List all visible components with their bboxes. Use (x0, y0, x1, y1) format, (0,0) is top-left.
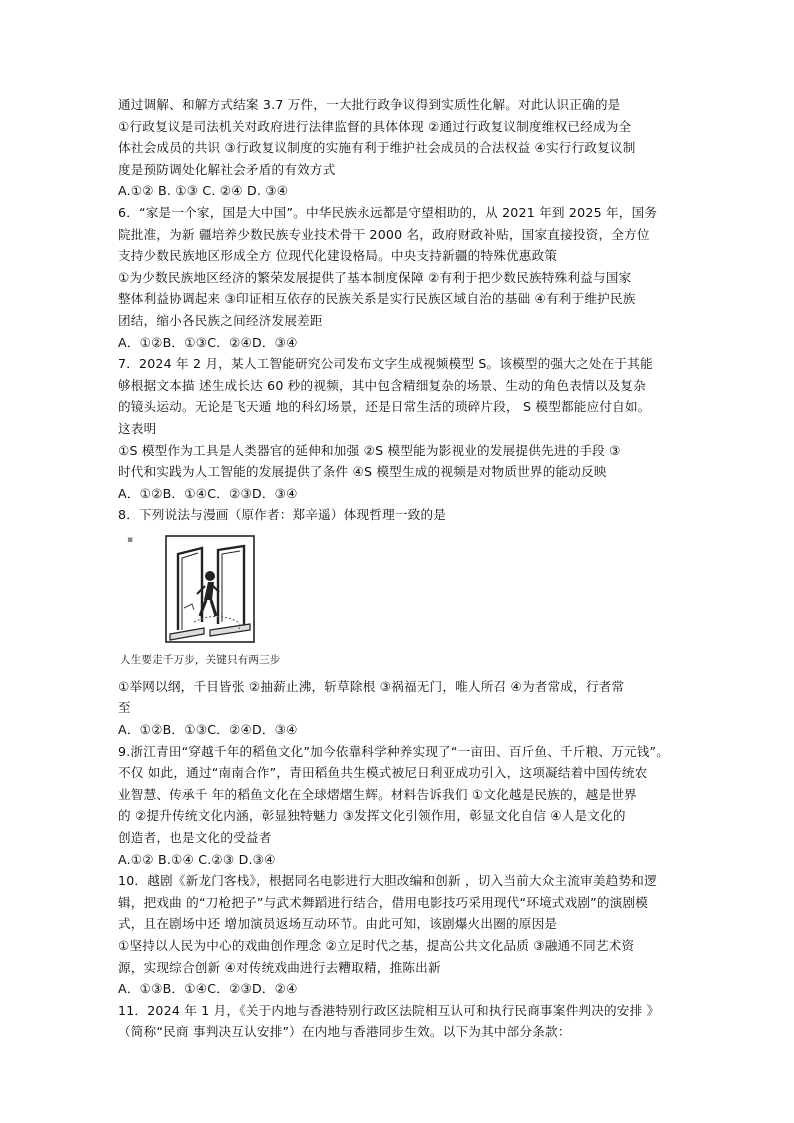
text-line: 度是预防调处化解社会矛盾的有效方式 (118, 161, 336, 177)
text-line: 10．越剧《新龙门客栈》，根据同名电影进行大胆改编和创新 ，切入当前大众主流审美趋势和逻 (118, 873, 657, 889)
text-line: 11．2024 年 1 月，《关于内地与香港特别行政区法院相互认可和执行民商事案件判决的安排 》 (118, 1002, 660, 1018)
text-line: 够根据文本描 述生成长达 60 秒的视频，其中包含精细复杂的场景、生动的角色表情以及复杂 (118, 377, 646, 393)
text-line: 源，实现综合创新 ④对传统戏曲进行去糟取精，推陈出新 (118, 959, 441, 975)
figure-marker: ▪ (127, 534, 134, 545)
text-line: 辑，把戏曲 的“刀枪把子”与武术舞蹈进行结合，借用电影技巧采用现代“环境式戏剧”的演剧模 (118, 894, 649, 910)
text-line: ①S 模型作为工具是人类器官的延伸和加强 ②S 模型能为影视业的发展提供先进的手段 ③ (118, 442, 621, 458)
text-line: ①行政复议是司法机关对政府进行法律监督的具体体现 ②通过行政复议制度维权已经成为全 (118, 118, 632, 134)
text-line: 体社会成员的共识 ③行政复议制度的实施有利于维护社会成员的合法权益 ④实行行政复议制 (118, 140, 636, 156)
text-line: 通过调解、和解方式结案 3.7 万件，一大批行政争议得到实质性化解。对此认识正确的是 (118, 97, 621, 112)
text-line: 支持少数民族地区形成全方 位现代化建设格局。中央支持新疆的特殊优惠政策 (118, 248, 558, 264)
text-line: A.①② B.①④ C.②③ D.③④ (118, 851, 276, 867)
text-line: 创造者，也是文化的受益者 (118, 830, 272, 846)
text-line: ①为少数民族地区经济的繁荣发展提供了基本制度保障 ②有利于把少数民族特殊利益与国家 (118, 269, 632, 285)
text-line: 不仅 如此，通过“南南合作”，青田稻鱼共生模式被尼日利亚成功引入，这项凝结着中国传统农 (118, 765, 648, 781)
text-line: 式，且在剧场中还 增加演员返场互动环节。由此可知，该剧爆火出圈的原因是 (118, 916, 558, 932)
text-line: 整体利益协调起来 ③印证相互依存的民族关系是实行民族区域自治的基础 ④有利于维护民族 (118, 291, 636, 307)
text-line: 院批准，为新 疆培养少数民族专业技术骨干 2000 名，政府财政补贴，国家直接投资，全方位 (118, 226, 650, 242)
text-line: 时代和实践为人工智能的发展提供了条件 ④S 模型生成的视频是对物质世界的能动反映 (118, 464, 607, 480)
text-line: （简称“民商 事判决互认安排”）在内地与香港同步生效。以下为其中部分条款： (118, 1024, 571, 1040)
text-block-top (118, 94, 678, 526)
text-line: 至 (118, 700, 131, 716)
text-line: ①坚持以人民为中心的戏曲创作理念 ②立足时代之基，提高公共文化品质 ③融通不同艺术资 (118, 938, 635, 953)
text-line: A．①③B．①④C．②③D．②④ (118, 981, 298, 997)
exam-page (118, 94, 678, 1043)
text-line: 6．“家是一个家，国是大中国”。中华民族永远都是守望相助的，从 2021 年到 2025 年，国务 (118, 204, 658, 220)
text-line: 的镜头运动。无论是飞天遁 地的科幻场景，还是日常生活的琐碎片段， S 模型都能应付自如。 (118, 399, 651, 415)
text-line: ①举网以纲，千目皆张 ②抽薪止沸，斩草除根 ③祸福无门，唯人所召 ④为者常成，行者常 (118, 678, 625, 694)
text-line: 的 ②提升传统文化内涵，彰显独特魅力 ③发挥文化引领作用，彰显文化自信 ④人是文化的 (118, 808, 626, 824)
text-line: 业智慧、传承千 年的稻鱼文化在全球熠熠生辉。材料告诉我们 ①文化越是民族的，越是世界 (118, 786, 637, 802)
text-line: A．①②B．①③C．②④D．③④ (118, 722, 298, 738)
text-line: 8．下列说法与漫画（原作者：郑辛遥）体现哲理一致的是 (118, 507, 447, 523)
text-line: A．①②B．①③C．②④D．③④ (118, 334, 298, 350)
text-block-bottom (118, 676, 678, 1043)
text-line: 7．2024 年 2 月，某人工智能研究公司发布文字生成视频模型 S。该模型的强大之处在于其能 (118, 356, 653, 372)
cartoon-caption: 人生要走千万步，关键只有两三步 (120, 653, 281, 666)
text-line: A．①②B．①④C．②③D．③④ (118, 485, 298, 501)
text-line: 这表明 (118, 420, 157, 436)
cartoon-figure (118, 526, 678, 676)
text-line: A.①② B. ①③ C. ②④ D. ③④ (118, 183, 289, 199)
text-line: 团结，缩小各民族之间经济发展差距 (118, 312, 323, 328)
text-line: 9.浙江青田“穿越千年的稻鱼文化”加今依靠科学种养实现了“一亩田、百斤鱼、千斤粮、万元钱”。 (118, 743, 670, 759)
cartoon-illustration (164, 534, 256, 644)
